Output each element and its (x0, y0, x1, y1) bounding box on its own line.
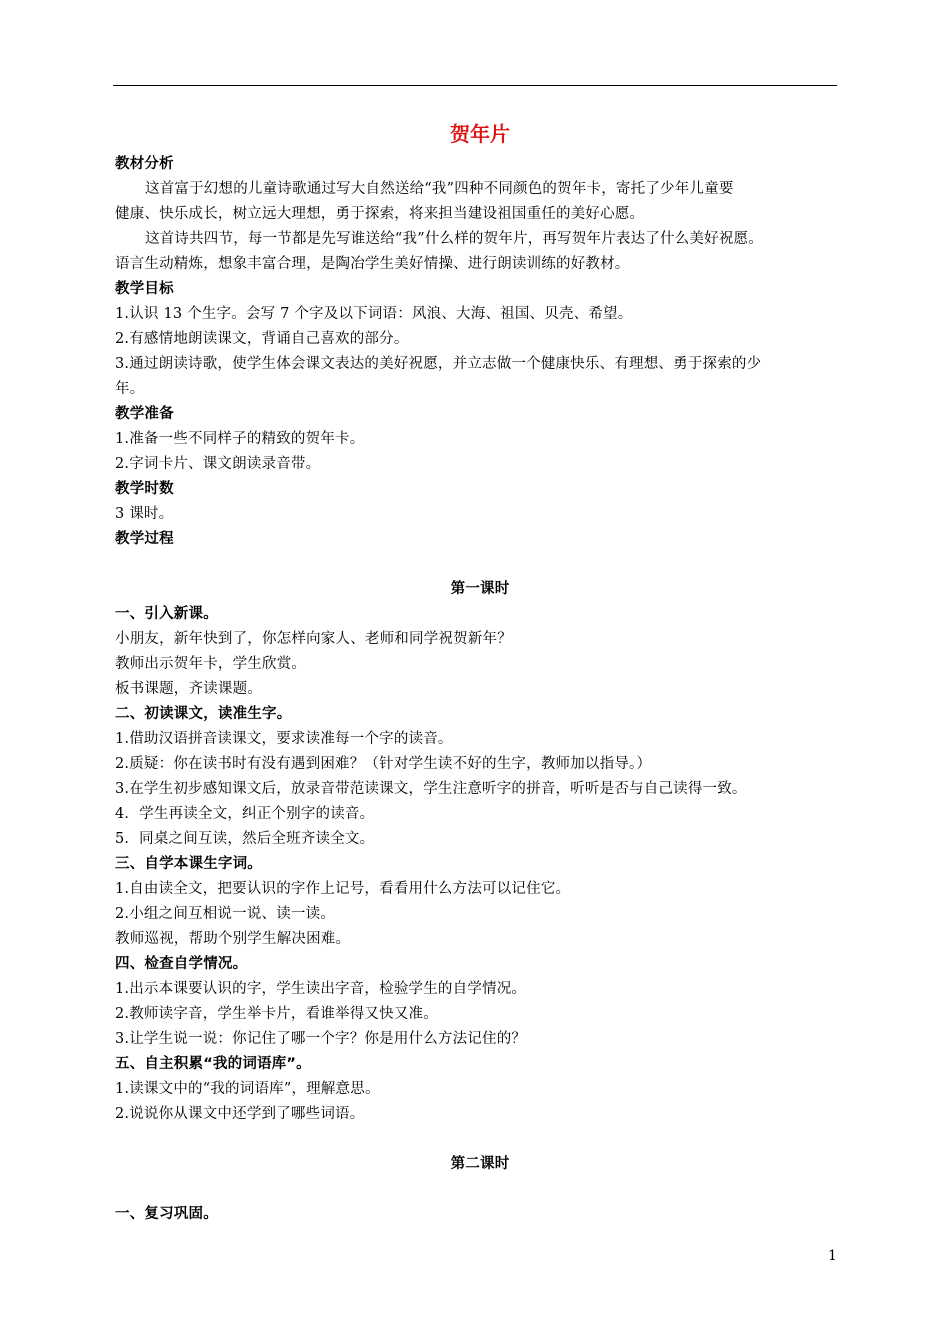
paragraph-line: 这首诗共四节，每一节都是先写谁送给“我”什么样的贺年片，再写贺年片表达了什么美好祝愿。 (145, 231, 763, 247)
list-item: 2.小组之间互相说一说、读一读。 (115, 906, 336, 922)
list-item: 2.字词卡片、课文朗读录音带。 (115, 456, 321, 472)
goals-heading: 教学目标 (115, 281, 174, 297)
list-item: 3.在学生初步感知课文后，放录音带范读课文，学生注意听字的拼音，听听是否与自己读得一致。 (115, 781, 747, 797)
section-heading: 五、自主积累“我的词语库”。 (115, 1056, 311, 1072)
list-item-continuation: 年。 (115, 381, 145, 397)
list-item: 1.认识 13 个生字。会写 7 个字及以下词语：风浪、大海、祖国、贝壳、希望。 (115, 306, 633, 322)
list-item: 教师出示贺年卡，学生欣赏。 (115, 656, 307, 672)
section-heading: 三、自学本课生字词。 (115, 856, 262, 872)
list-item: 2.说说你从课文中还学到了哪些词语。 (115, 1106, 365, 1122)
process-heading: 教学过程 (115, 531, 174, 547)
section-heading: 一、复习巩固。 (115, 1206, 218, 1222)
list-item: 1.借助汉语拼音读课文，要求读准每一个字的读音。 (115, 731, 453, 747)
section-heading: 一、引入新课。 (115, 606, 218, 622)
paragraph-line: 健康、快乐成长，树立远大理想，勇于探索，将来担当建设祖国重任的美好心愿。 (115, 206, 645, 222)
section-heading: 二、初读课文，读准生字。 (115, 706, 292, 722)
lesson2-heading: 第二课时 (450, 1156, 510, 1172)
prep-heading: 教学准备 (115, 406, 174, 422)
list-item: 1.出示本课要认识的字，学生读出字音，检验学生的自学情况。 (115, 981, 527, 997)
section-heading: 四、检查自学情况。 (115, 956, 248, 972)
list-item: 3.通过朗读诗歌，使学生体会课文表达的美好祝愿，并立志做一个健康快乐、有理想、勇于探索的少 (115, 356, 762, 372)
analysis-heading: 教材分析 (115, 156, 174, 172)
page-number: 1 (828, 1248, 837, 1264)
list-item: 板书课题，齐读课题。 (115, 681, 262, 697)
list-item: 4．学生再读全文，纠正个别字的读音。 (115, 806, 375, 822)
list-item: 1.读课文中的“我的词语库”，理解意思。 (115, 1081, 380, 1097)
document-body (115, 118, 845, 1227)
list-item: 小朋友，新年快到了，你怎样向家人、老师和同学祝贺新年？ (115, 631, 512, 647)
list-item: 2.教师读字音，学生举卡片，看谁举得又快又准。 (115, 1006, 438, 1022)
list-item: 3.让学生说一说：你记住了哪一个字？你是用什么方法记住的？ (115, 1031, 527, 1047)
paragraph-line: 这首富于幻想的儿童诗歌通过写大自然送给“我”四种不同颜色的贺年卡，寄托了少年儿童要 (145, 181, 734, 197)
list-item: 1.准备一些不同样子的精致的贺年卡。 (115, 431, 365, 447)
lesson1-heading: 第一课时 (450, 581, 510, 597)
hours-text: 3 课时。 (115, 506, 174, 522)
hours-heading: 教学时数 (115, 481, 174, 497)
document-title: 贺年片 (450, 122, 510, 146)
list-item: 教师巡视，帮助个别学生解决困难。 (115, 931, 351, 947)
list-item: 1.自由读全文，把要认识的字作上记号，看看用什么方法可以记住它。 (115, 881, 571, 897)
list-item: 2.质疑：你在读书时有没有遇到困难？（针对学生读不好的生字，教师加以指导。） (115, 756, 652, 772)
list-item: 5．同桌之间互读，然后全班齐读全文。 (115, 831, 375, 847)
paragraph-line: 语言生动精炼，想象丰富合理，是陶冶学生美好情操、进行朗读训练的好教材。 (115, 256, 630, 272)
list-item: 2.有感情地朗读课文，背诵自己喜欢的部分。 (115, 331, 409, 347)
header-rule (113, 85, 837, 86)
